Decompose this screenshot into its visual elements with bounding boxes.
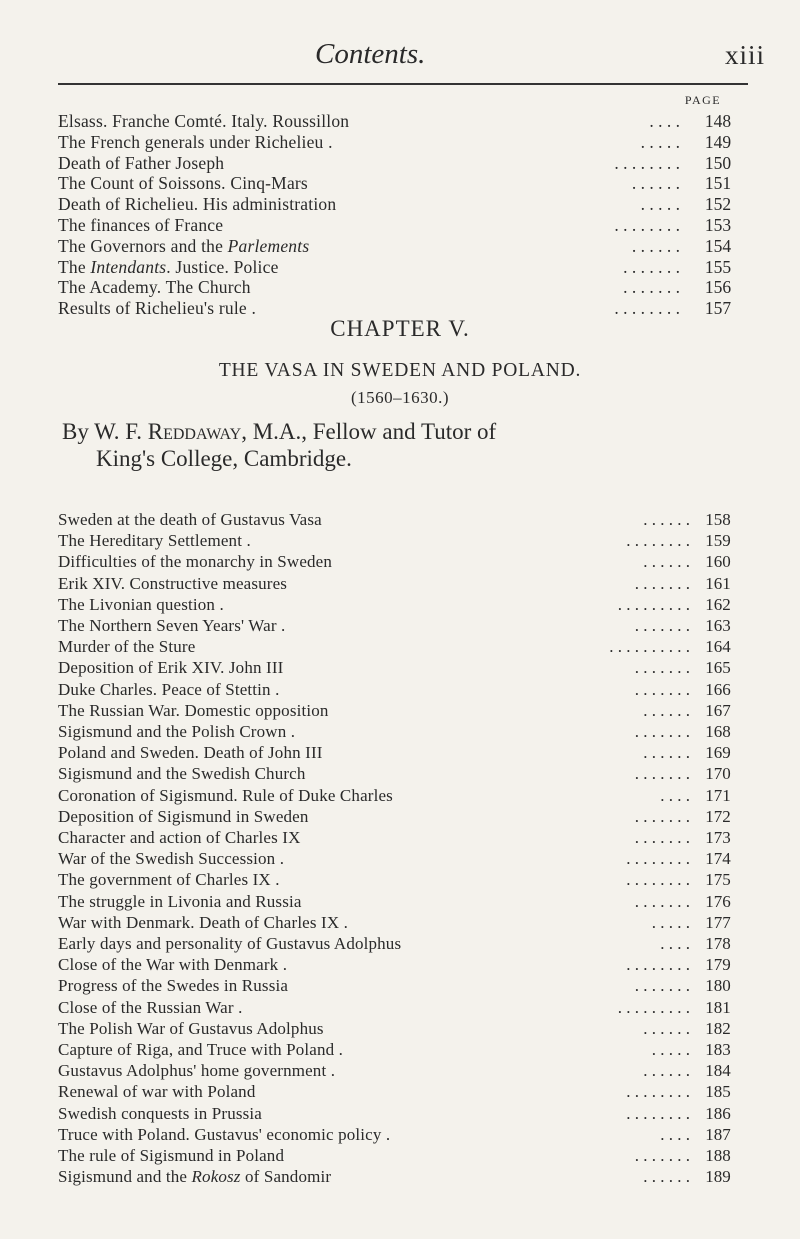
toc-entry <box>58 236 748 257</box>
toc-entry-page: 159 <box>705 531 731 551</box>
toc-leader-dots: . . . . . . <box>643 510 690 529</box>
toc-entry-page: 184 <box>705 1061 731 1081</box>
toc-entry <box>58 530 748 551</box>
toc-entry-page: 158 <box>705 510 731 529</box>
toc-entry <box>58 848 748 869</box>
toc-entry <box>58 954 748 975</box>
toc-leader-dots: . . . . . . <box>643 1167 690 1187</box>
toc-entry-title: The Russian War. Domestic opposition <box>58 700 329 720</box>
toc-entry <box>58 1166 748 1187</box>
toc-entry-page: 176 <box>705 891 731 911</box>
toc-entry <box>58 551 748 572</box>
toc-leader-dots: . . . . . . . . <box>614 298 680 319</box>
toc-entry-page: 169 <box>705 743 731 763</box>
toc-entry-page: 156 <box>704 277 732 298</box>
toc-leader-dots: . . . . . . . <box>623 256 680 277</box>
toc-entry-page: 155 <box>704 256 732 277</box>
toc-leader-dots: . . . . <box>649 111 680 131</box>
toc-leader-dots: . . . . . . . . <box>626 849 690 869</box>
toc-leader-dots: . . . . . <box>640 131 680 152</box>
running-title: Contents. <box>315 38 426 70</box>
toc-leader-dots: . . . . . . . . . <box>617 997 690 1017</box>
toc-entry-page: 165 <box>705 658 731 678</box>
toc-entry-title: Sigismund and the Swedish Church <box>58 764 306 784</box>
toc-entry-title: Deposition of Sigismund in Sweden <box>58 806 309 826</box>
toc-entry-title: The rule of Sigismund in Poland <box>58 1146 285 1166</box>
toc-entry-page: 152 <box>704 194 732 215</box>
toc-entry-page: 178 <box>705 934 731 954</box>
toc-entry-page: 150 <box>704 152 732 173</box>
toc-entry <box>58 721 748 742</box>
toc-entry <box>58 1103 748 1124</box>
toc-entry-title: Close of the Russian War . <box>58 997 243 1017</box>
toc-entry-title: The Intendants. Justice. Police <box>58 256 279 277</box>
toc-leader-dots: . . . . . . . . <box>626 955 690 975</box>
toc-entry <box>58 742 748 763</box>
toc-entry-page: 148 <box>704 111 732 131</box>
toc-entry-title: Duke Charles. Peace of Stettin . <box>58 679 280 699</box>
toc-leader-dots: . . . . . . . <box>634 679 690 699</box>
toc-leader-dots: . . . . . . . <box>634 806 690 826</box>
toc-entry-page: 183 <box>705 1040 731 1060</box>
toc-entry-page: 168 <box>705 722 731 742</box>
chapter-label: CHAPTER V. <box>330 316 470 341</box>
page-number: xiii <box>725 40 766 70</box>
toc-entry <box>58 1039 748 1060</box>
toc-entry <box>58 657 748 678</box>
toc-entry-title: Difficulties of the monarchy in Sweden <box>58 552 333 572</box>
toc-entry-title: Sigismund and the Polish Crown . <box>58 722 296 742</box>
toc-entry-page: 174 <box>705 849 731 869</box>
toc-entry-page: 170 <box>705 764 731 784</box>
toc-entry-title: The Polish War of Gustavus Adolphus <box>58 1018 324 1038</box>
toc-leader-dots: . . . . . . <box>643 700 690 720</box>
toc-leader-dots: . . . . . . . <box>634 764 690 784</box>
toc-entry-page: 161 <box>705 573 731 593</box>
toc-entry <box>58 700 748 721</box>
toc-entry <box>58 975 748 996</box>
toc-entry-page: 149 <box>704 131 732 152</box>
toc-leader-dots: . . . . <box>660 934 690 954</box>
toc-entry-page: 181 <box>705 997 731 1017</box>
toc-entry <box>58 933 748 954</box>
toc-leader-dots: . . . . . . . <box>634 722 690 742</box>
toc-leader-dots: . . . . . <box>651 912 690 932</box>
toc-entry-title: Gustavus Adolphus' home government . <box>58 1061 336 1081</box>
toc-entry-title: Truce with Poland. Gustavus' economic policy . <box>58 1124 391 1144</box>
toc-entry-title: Character and action of Charles IX <box>58 828 301 848</box>
toc-entry-page: 175 <box>705 870 731 890</box>
toc-entry-page: 153 <box>704 214 732 235</box>
toc-entry-page: 179 <box>705 955 731 975</box>
toc-entry-title: The Governors and the Parlements <box>58 235 310 256</box>
toc-leader-dots: . . . . . . <box>643 1018 690 1038</box>
toc-entry-page: 185 <box>705 1082 731 1102</box>
toc-leader-dots: . . . . . . . . <box>626 531 690 551</box>
running-head <box>0 38 800 78</box>
toc-entry-page: 187 <box>705 1124 731 1144</box>
toc-entry-title: Death of Richelieu. His administration <box>58 194 337 215</box>
toc-entry <box>58 785 748 806</box>
toc-entry <box>58 111 748 132</box>
toc-entry-title: The struggle in Livonia and Russia <box>58 891 302 911</box>
toc-entry-title: Close of the War with Denmark . <box>58 955 288 975</box>
toc-entry <box>58 509 748 530</box>
toc-entry <box>58 173 748 194</box>
toc-entry <box>58 997 748 1018</box>
toc-entry-title: Sweden at the death of Gustavus Vasa <box>58 510 322 529</box>
toc-leader-dots: . . . . . . . <box>634 658 690 678</box>
author-credentials: , M.A., Fellow and Tutor of <box>241 419 497 444</box>
toc-entry <box>58 827 748 848</box>
toc-entry <box>58 277 748 298</box>
toc-entry-title: Results of Richelieu's rule . <box>58 298 257 319</box>
toc-entry <box>58 1124 748 1145</box>
toc-entry-title: Swedish conquests in Prussia <box>58 1103 262 1123</box>
byline-by: By W. F. <box>62 419 142 444</box>
toc-entry <box>58 912 748 933</box>
toc-entry <box>58 615 748 636</box>
toc-entry-page: 162 <box>705 594 731 614</box>
toc-entry-page: 186 <box>705 1103 731 1123</box>
toc-entry <box>58 1145 748 1166</box>
toc-entry-title: The Northern Seven Years' War . <box>58 616 286 636</box>
toc-entry <box>58 1081 748 1102</box>
toc-entry-title: Capture of Riga, and Truce with Poland . <box>58 1040 344 1060</box>
toc-entry-title: Elsass. Franche Comté. Italy. Roussillon <box>58 111 350 131</box>
toc-entry <box>58 153 748 174</box>
toc-entry <box>58 1018 748 1039</box>
chapter-title: THE VASA IN SWEDEN AND POLAND. <box>218 360 582 381</box>
toc-entry-title: Progress of the Swedes in Russia <box>58 976 289 996</box>
toc-entry-title: The French generals under Richelieu . <box>58 131 333 152</box>
toc-entry <box>58 636 748 657</box>
toc-entry-page: 188 <box>705 1146 731 1166</box>
contents-list-richelieu <box>58 111 748 319</box>
chapter-dates: (1560–1630.) <box>350 388 450 407</box>
toc-entry-title: Murder of the Sture <box>58 637 196 657</box>
toc-entry-title: Deposition of Erik XIV. John III <box>58 658 284 678</box>
toc-entry-title: The Livonian question . <box>58 594 224 614</box>
page-column-label: PAGE <box>684 93 722 107</box>
toc-entry-page: 164 <box>705 637 731 657</box>
toc-leader-dots: . . . . . . <box>643 552 690 572</box>
toc-leader-dots: . . . . . . . . <box>626 870 690 890</box>
toc-entry-title: The finances of France <box>58 214 224 235</box>
toc-leader-dots: . . . . . . <box>631 173 680 194</box>
toc-entry-page: 177 <box>705 912 731 932</box>
author-affiliation: King's College, Cambridge. <box>96 446 352 471</box>
toc-entry-page: 180 <box>705 976 731 996</box>
toc-entry-page: 182 <box>705 1018 731 1038</box>
toc-leader-dots: . . . . . . <box>631 235 680 256</box>
toc-entry-page: 171 <box>705 785 731 805</box>
toc-leader-dots: . . . . . . . <box>634 828 690 848</box>
toc-entry-page: 163 <box>705 616 731 636</box>
toc-entry-title: The Hereditary Settlement . <box>58 531 251 551</box>
toc-entry-page: 173 <box>705 828 731 848</box>
toc-leader-dots: . . . . . . . <box>634 573 690 593</box>
author-surname: Reddaway <box>147 419 242 444</box>
toc-entry-page: 172 <box>705 806 731 826</box>
toc-entry-title: Poland and Sweden. Death of John III <box>58 743 323 763</box>
toc-leader-dots: . . . . . . . . <box>626 1103 690 1123</box>
toc-entry <box>58 573 748 594</box>
header-rule <box>58 83 748 85</box>
toc-leader-dots: . . . . . . . <box>634 976 690 996</box>
toc-entry <box>58 679 748 700</box>
toc-entry-title: Death of Father Joseph <box>58 152 225 173</box>
toc-entry <box>58 891 748 912</box>
toc-entry <box>58 194 748 215</box>
toc-entry-page: 154 <box>704 235 732 256</box>
toc-entry <box>58 1060 748 1081</box>
toc-leader-dots: . . . . . . . . <box>614 152 680 173</box>
toc-leader-dots: . . . . . . . . <box>626 1082 690 1102</box>
toc-leader-dots: . . . . <box>660 1124 690 1144</box>
toc-entry-title: Renewal of war with Poland <box>58 1082 256 1102</box>
contents-list-vasa <box>58 509 748 1188</box>
toc-leader-dots: . . . . . . . <box>634 616 690 636</box>
toc-entry <box>58 869 748 890</box>
toc-leader-dots: . . . . . . . <box>634 891 690 911</box>
toc-entry <box>58 594 748 615</box>
toc-entry-page: 167 <box>705 700 731 720</box>
toc-entry-page: 151 <box>704 173 732 194</box>
toc-entry-page: 160 <box>705 552 731 572</box>
toc-entry-title: Coronation of Sigismund. Rule of Duke Charles <box>58 785 393 805</box>
toc-entry-title: The government of Charles IX . <box>58 870 280 890</box>
toc-entry-title: Sigismund and the Rokosz of Sandomir <box>58 1167 332 1187</box>
toc-entry <box>58 763 748 784</box>
toc-leader-dots: . . . . . . <box>643 1061 690 1081</box>
toc-entry-title: War with Denmark. Death of Charles IX . <box>58 912 349 932</box>
toc-entry-title: Erik XIV. Constructive measures <box>58 573 288 593</box>
toc-leader-dots: . . . . . . . . . . <box>609 637 690 657</box>
toc-entry <box>58 215 748 236</box>
toc-leader-dots: . . . . . . . <box>623 277 680 298</box>
toc-leader-dots: . . . . . . <box>643 743 690 763</box>
toc-leader-dots: . . . . . . . . . <box>617 594 690 614</box>
toc-entry-title: The Count of Soissons. Cinq-Mars <box>58 173 308 194</box>
toc-entry-page: 166 <box>705 679 731 699</box>
toc-leader-dots: . . . . . . . . <box>614 214 680 235</box>
toc-leader-dots: . . . . <box>660 785 690 805</box>
toc-entry-page: 189 <box>705 1167 731 1187</box>
toc-leader-dots: . . . . . <box>651 1040 690 1060</box>
toc-leader-dots: . . . . . <box>640 194 680 215</box>
toc-entry <box>58 257 748 278</box>
toc-entry-page: 157 <box>704 298 732 319</box>
toc-entry-title: War of the Swedish Succession . <box>58 849 285 869</box>
toc-entry-title: Early days and personality of Gustavus Adolphus <box>58 934 402 954</box>
toc-entry <box>58 806 748 827</box>
chapter-author <box>62 418 496 446</box>
toc-entry <box>58 132 748 153</box>
toc-entry-title: The Academy. The Church <box>58 277 251 298</box>
toc-leader-dots: . . . . . . . <box>634 1146 690 1166</box>
